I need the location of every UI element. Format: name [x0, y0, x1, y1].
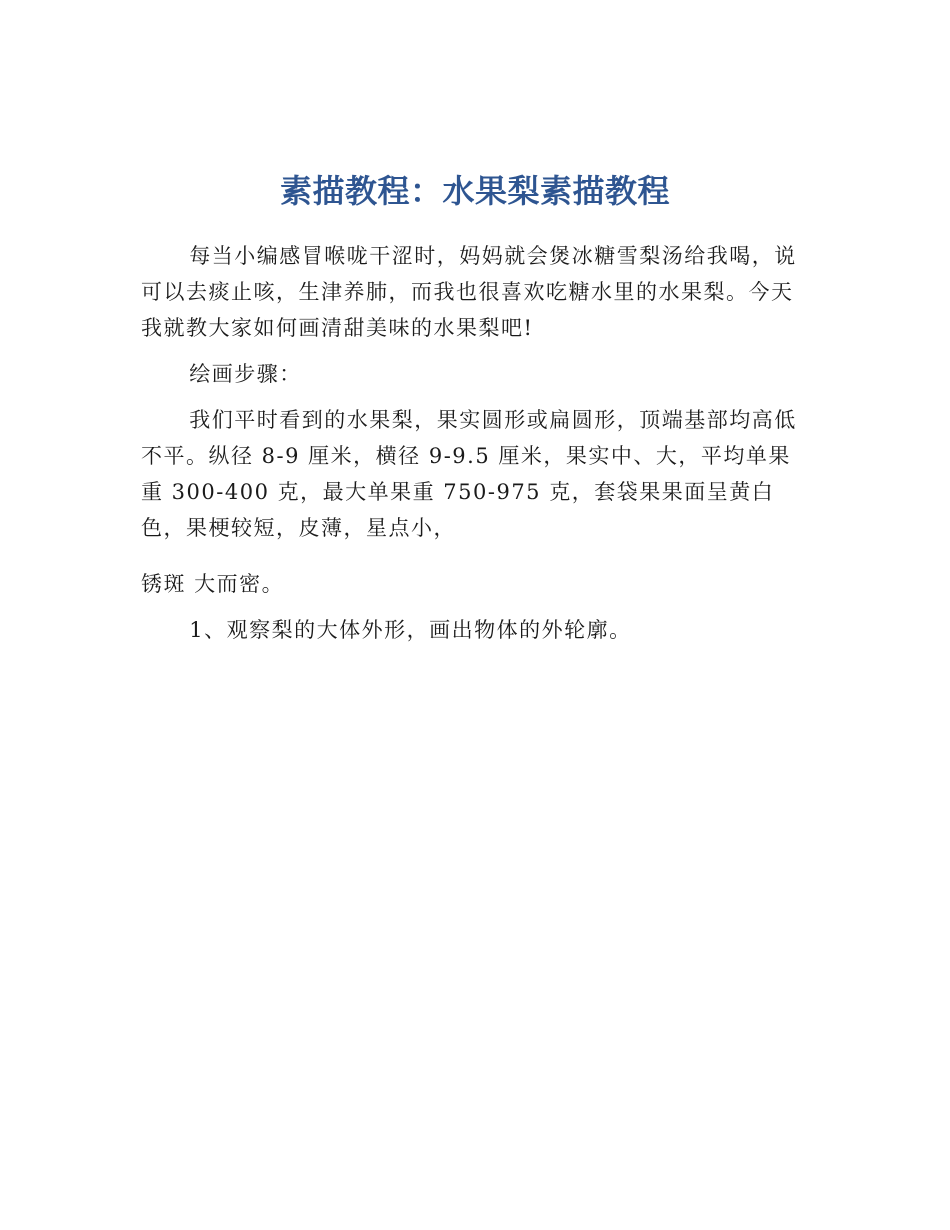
- steps-heading: 绘画步骤：: [189, 362, 302, 386]
- description-paragraph: 我们平时看到的水果梨，果实圆形或扁圆形，顶端基部均高低不平。纵径 8-9 厘米，横径 9-9.5 厘米，果实中、大，平均单果重 300-400 克，最大单果重 750-975 克，套袋果果面呈黄白色，果梗较短，皮薄，星点小，: [141, 408, 797, 540]
- document-title: 素描教程：水果梨素描教程: [279, 172, 670, 211]
- intro-paragraph: 每当小编感冒喉咙干涩时，妈妈就会煲冰糖雪梨汤给我喝，说可以去痰止咳，生津养肺，而我也很喜欢吃糖水里的水果梨。今天我就教大家如何画清甜美味的水果梨吧!: [141, 244, 797, 340]
- rust-spots-line: 锈斑 大而密。: [141, 572, 285, 596]
- document-body: [141, 238, 809, 658]
- step-one-paragraph: 1、观察梨的大体外形，画出物体的外轮廓。: [189, 618, 632, 642]
